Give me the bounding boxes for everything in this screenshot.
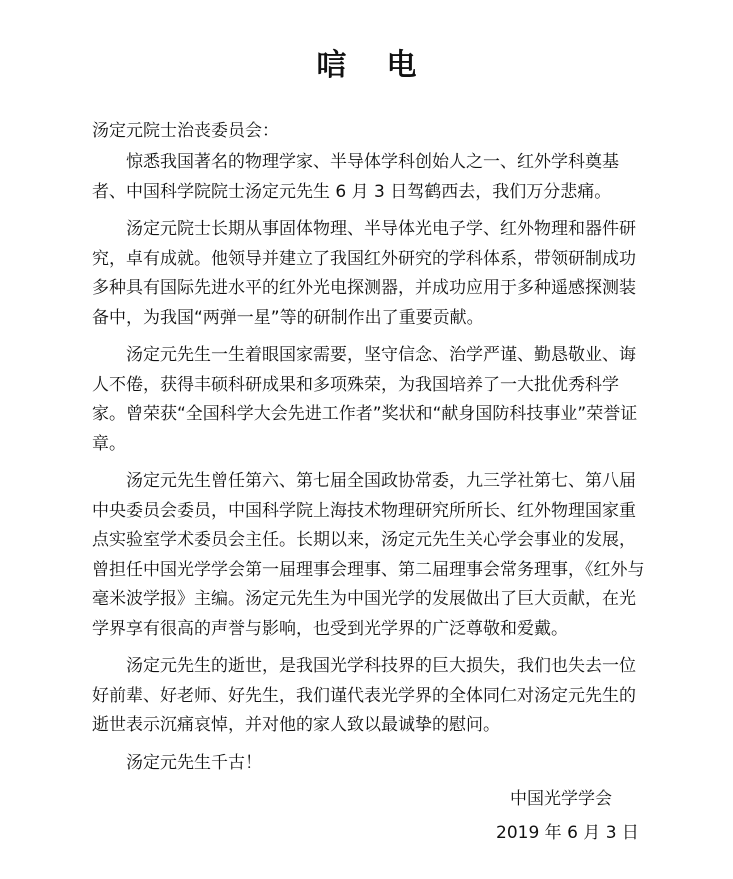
paragraph-4: 汤定元先生曾任第六、第七届全国政协常委，九三学社第七、第八届中央委员会委员，中国科学院上海技术物理研究所所长、红外物理国家重点实验室学术委员会主任。长期以来，汤定元先生关心学会事业的发展，曾担任中国光学学会第一届理事会理事、第二届理事会常务理事，《红外与毫米波学报》主编。汤定元先生为中国光学的发展做出了巨大贡献，在光学界享有很高的声誉与影响，也受到光学界的广泛尊敬和爱戴。	[92, 471, 645, 639]
paragraph-3: 汤定元先生一生着眼国家需要，坚守信念、治学严谨、勤恳敬业、诲人不倦，获得丰硕科研成果和多项殊荣，为我国培养了一大批优秀科学家。曾荣获“全国科学大会先进工作者”奖状和“献身国防科技事业”荣誉证章。	[92, 345, 638, 454]
paragraph-1: 惊悉我国著名的物理学家、半导体学科创始人之一、红外学科奠基者、中国科学院院士汤定元先生 6 月 3 日驾鹤西去，我们万分悲痛。	[92, 152, 619, 202]
letter-body	[92, 148, 652, 778]
title-char-2: 电	[386, 48, 417, 83]
closing-line: 汤定元先生千古！	[126, 752, 262, 773]
signature-organization: 中国光学学会	[510, 789, 612, 809]
title-char-1: 唁	[316, 48, 347, 83]
signature-date: 2019 年 6 月 3 日	[496, 823, 639, 843]
paragraph-2: 汤定元院士长期从事固体物理、半导体光电子学、红外物理和器件研究，卓有成就。他领导并建立了我国红外研究的学科体系，带领研制成功多种具有国际先进水平的红外光电探测器，并成功应用于多种遥感探测装备中，为我国“两弹一星”等的研制作出了重要贡献。	[92, 219, 636, 328]
document-title	[0, 44, 733, 88]
salutation: 汤定元院士治丧委员会：	[92, 121, 279, 141]
paragraph-5: 汤定元先生的逝世，是我国光学科技界的巨大损失，我们也失去一位好前辈、好老师、好先生，我们谨代表光学界的全体同仁对汤定元先生的逝世表示沉痛哀悼，并对他的家人致以最诚挚的慰问。	[92, 656, 636, 735]
